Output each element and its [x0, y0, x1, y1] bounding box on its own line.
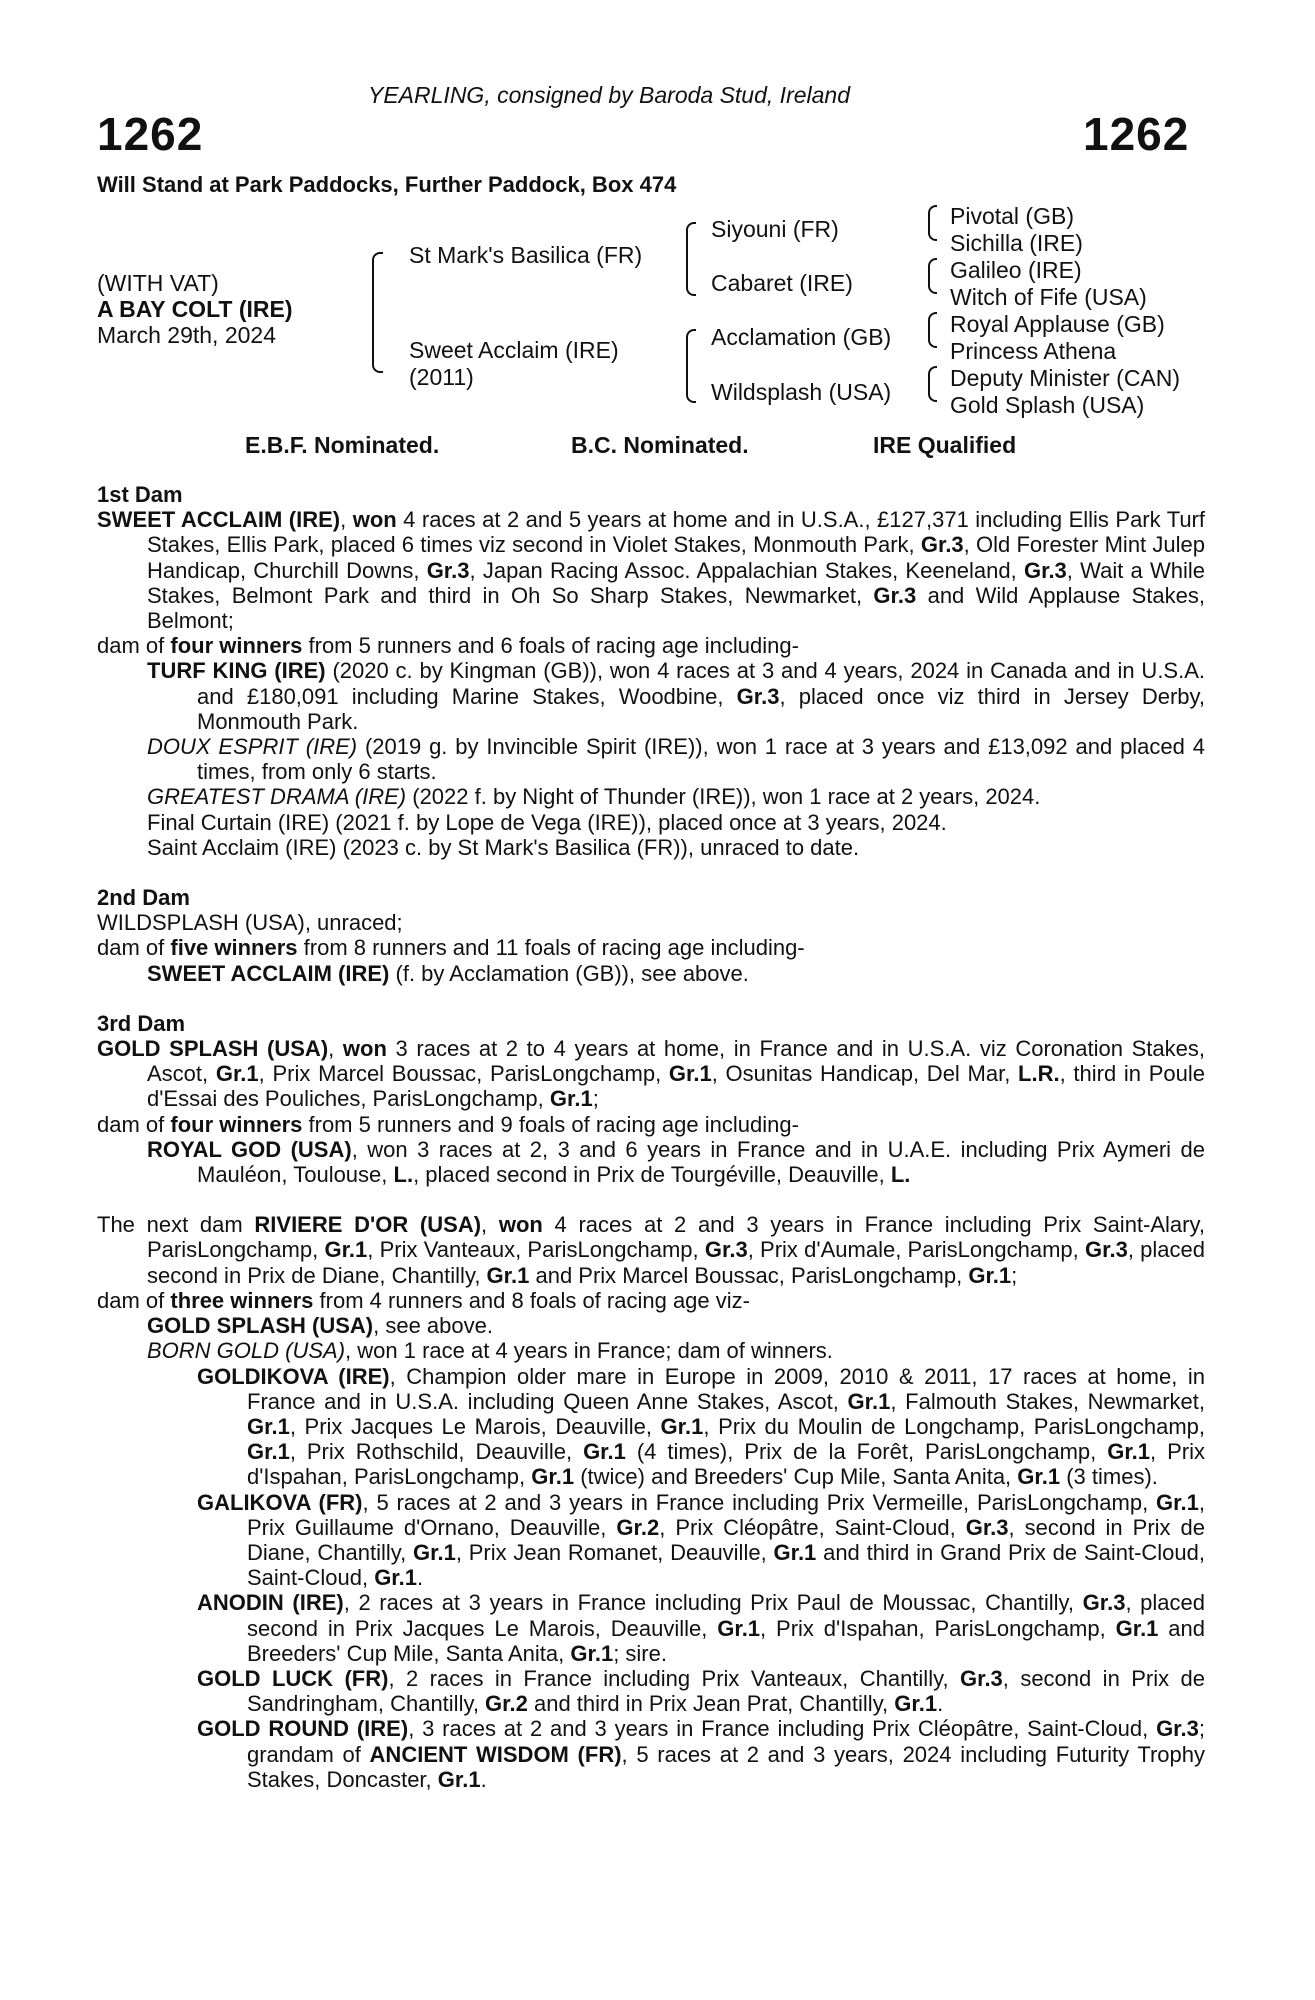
third-dam-paragraph: GOLD SPLASH (USA), won 3 races at 2 to 4 years at home, in France and in U.S.A. viz Coronation Stakes, Ascot, Gr.1, Prix Marcel Boussac, ParisLongchamp, Gr.1, Osunitas Handicap, Del Mar, L.R., third in Poule d'Essai des Pouliches, ParisLongchamp, Gr.1;	[97, 1036, 1205, 1112]
lot-number-left: 1262	[97, 108, 204, 160]
list-item: GOLDIKOVA (IRE), Champion older mare in Europe in 2009, 2010 & 2011, 17 races at home, in France and in U.S.A. including Queen Anne Stakes, Ascot, Gr.1, Falmouth Stakes, Newmarket, Gr.1, Prix Jacques Le Marois, Deauville, Gr.1, Prix du Moulin de Longchamp, ParisLongchamp, Gr.1, Prix Rothschild, Deauville, Gr.1 (4 times), Prix de la Forêt, ParisLongchamp, Gr.1, Prix d'Ispahan, ParisLongchamp, Gr.1 (twice) and Breeders' Cup Mile, Santa Anita, Gr.1 (3 times).	[197, 1363, 1205, 1490]
first-dam-name: SWEET ACCLAIM (IRE)	[97, 507, 341, 533]
g-brace-4	[928, 366, 937, 402]
pedigree-brace	[372, 252, 383, 373]
lot-subtitle: YEARLING, consigned by Baroda Stud, Ireland	[368, 82, 851, 108]
sire-sire-name: Siyouni (FR)	[711, 216, 839, 242]
g-brace-3	[928, 312, 937, 348]
second-dam-line: WILDSPLASH (USA), unraced;	[97, 910, 403, 936]
list-item: ANODIN (IRE), 2 races at 3 years in France including Prix Paul de Moussac, Chantilly, Gr.3, placed second in Prix Jacques Le Marois, Deauville, Gr.1, Prix d'Ispahan, ParisLongchamp, Gr.1 and Breeders' Cup Mile, Santa Anita, Gr.1; sire.	[197, 1590, 1206, 1666]
granddam-1: Sichilla (IRE)	[950, 230, 1083, 256]
first-dam-paragraph: SWEET ACCLAIM (IRE), won 4 races at 2 and 5 years at home and in U.S.A., £127,371 including Ellis Park Turf Stakes, Ellis Park, placed 6 times viz second in Violet Stakes, Monmouth Park, Gr.3, Old Forester Mint Julep Handicap, Churchill Downs, Gr.3, Japan Racing Assoc. Appalachian Stakes, Keeneland, Gr.3, Wait a While Stakes, Belmont Park and third in Oh So Sharp Stakes, Newmarket, Gr.3 and Wild Applause Stakes, Belmont;	[97, 507, 1206, 634]
granddam-2: Witch of Fife (USA)	[950, 284, 1147, 310]
grandsire-4: Deputy Minister (CAN)	[950, 365, 1181, 391]
stand-location: Will Stand at Park Paddocks, Further Paddock, Box 474	[97, 172, 677, 197]
list-item: GOLD LUCK (FR), 2 races in France including Prix Vanteaux, Chantilly, Gr.3, second in Prix de Sandringham, Chantilly, Gr.2 and third in Prix Jean Prat, Chantilly, Gr.1.	[197, 1665, 1205, 1717]
granddam-4: Gold Splash (USA)	[950, 392, 1145, 418]
first-dam-heading: 1st Dam	[97, 482, 183, 507]
sire-dam-name: Cabaret (IRE)	[711, 270, 853, 296]
list-item: DOUX ESPRIT (IRE) (2019 g. by Invincible Spirit (IRE)), won 1 race at 3 years and £13,092 and placed 4 times, from only 6 starts.	[147, 734, 1205, 785]
dam-year: (2011)	[409, 364, 474, 390]
sire-brace	[686, 222, 696, 296]
ire-qualified: IRE Qualified	[873, 432, 1017, 458]
granddam-3: Princess Athena	[950, 338, 1117, 364]
third-dam-produce-summary: dam of four winners from 5 runners and 9 foals of racing age including-	[97, 1111, 799, 1137]
list-item: Final Curtain (IRE) (2021 f. by Lope de Vega (IRE)), placed once at 3 years, 2024.	[147, 809, 947, 835]
list-item: TURF KING (IRE) (2020 c. by Kingman (GB)), won 4 races at 3 and 4 years, 2024 in Canada and in U.S.A. and £180,091 including Marine Stakes, Woodbine, Gr.3, placed once viz third in Jersey Derby, Monmouth Park.	[147, 658, 1206, 734]
sire-name: St Mark's Basilica (FR)	[409, 242, 643, 268]
horse-dob: March 29th, 2024	[97, 322, 277, 348]
bc-nomination: B.C. Nominated.	[571, 432, 749, 458]
dam-dam-name: Wildsplash (USA)	[711, 379, 892, 405]
dam-line-text	[97, 482, 1205, 1792]
grandsire-3: Royal Applause (GB)	[950, 311, 1165, 337]
second-dam-produce-summary: dam of five winners from 8 runners and 11 foals of racing age including-	[97, 935, 805, 961]
g-brace-2	[928, 258, 937, 294]
grandsire-2: Galileo (IRE)	[950, 257, 1082, 283]
third-dam-heading: 3rd Dam	[97, 1010, 186, 1036]
list-item: GREATEST DRAMA (IRE) (2022 f. by Night of Thunder (IRE)), won 1 race at 2 years, 2024.	[147, 784, 1041, 810]
ebf-nomination: E.B.F. Nominated.	[245, 432, 440, 458]
lot-number-right: 1262	[1083, 108, 1190, 160]
list-item: GOLD ROUND (IRE), 3 races at 2 and 3 years in France including Prix Cléopâtre, Saint-Cloud, Gr.3; grandam of ANCIENT WISDOM (FR), 5 races at 2 and 3 years, 2024 including Futurity Trophy Stakes, Doncaster, Gr.1.	[197, 1716, 1206, 1792]
list-item: ROYAL GOD (USA), won 3 races at 2, 3 and 6 years in France and in U.A.E. including Prix Aymeri de Mauléon, Toulouse, L., placed second in Prix de Tourgéville, Deauville, L.	[147, 1136, 1205, 1188]
list-item: SWEET ACCLAIM (IRE) (f. by Acclamation (GB)), see above.	[147, 960, 749, 986]
first-dam-produce-summary: dam of four winners from 5 runners and 6 foals of racing age including-	[97, 633, 799, 659]
vat-note: (WITH VAT)	[97, 270, 219, 296]
dam-brace	[686, 329, 696, 403]
next-dam-produce-summary: dam of three winners from 4 runners and 8 foals of racing age viz-	[97, 1287, 750, 1313]
next-dam-paragraph: The next dam RIVIERE D'OR (USA), won 4 races at 2 and 3 years in France including Prix Saint-Alary, ParisLongchamp, Gr.1, Prix Vanteaux, ParisLongchamp, Gr.3, Prix d'Aumale, ParisLongchamp, Gr.3, placed second in Prix de Diane, Chantilly, Gr.1 and Prix Marcel Boussac, ParisLongchamp, Gr.1;	[97, 1212, 1205, 1288]
dam-name: Sweet Acclaim (IRE)	[409, 337, 619, 363]
grandsire-1: Pivotal (GB)	[950, 203, 1074, 229]
g-brace-1	[928, 205, 937, 241]
list-item: Saint Acclaim (IRE) (2023 c. by St Mark's Basilica (FR)), unraced to date.	[147, 834, 860, 860]
dam-sire-name: Acclamation (GB)	[711, 324, 892, 350]
second-dam-heading: 2nd Dam	[97, 885, 190, 911]
list-item: BORN GOLD (USA), won 1 race at 4 years in France; dam of winners.	[147, 1338, 833, 1364]
list-item: GALIKOVA (FR), 5 races at 2 and 3 years in France including Prix Vermeille, ParisLongchamp, Gr.1, Prix Guillaume d'Ornano, Deauville, Gr.2, Prix Cléopâtre, Saint-Cloud, Gr.3, second in Prix de Diane, Chantilly, Gr.1, Prix Jean Romanet, Deauville, Gr.1 and third in Grand Prix de Saint-Cloud, Saint-Cloud, Gr.1.	[197, 1489, 1206, 1591]
list-item: GOLD SPLASH (USA), see above.	[147, 1313, 493, 1339]
horse-name: A BAY COLT (IRE)	[97, 296, 293, 322]
